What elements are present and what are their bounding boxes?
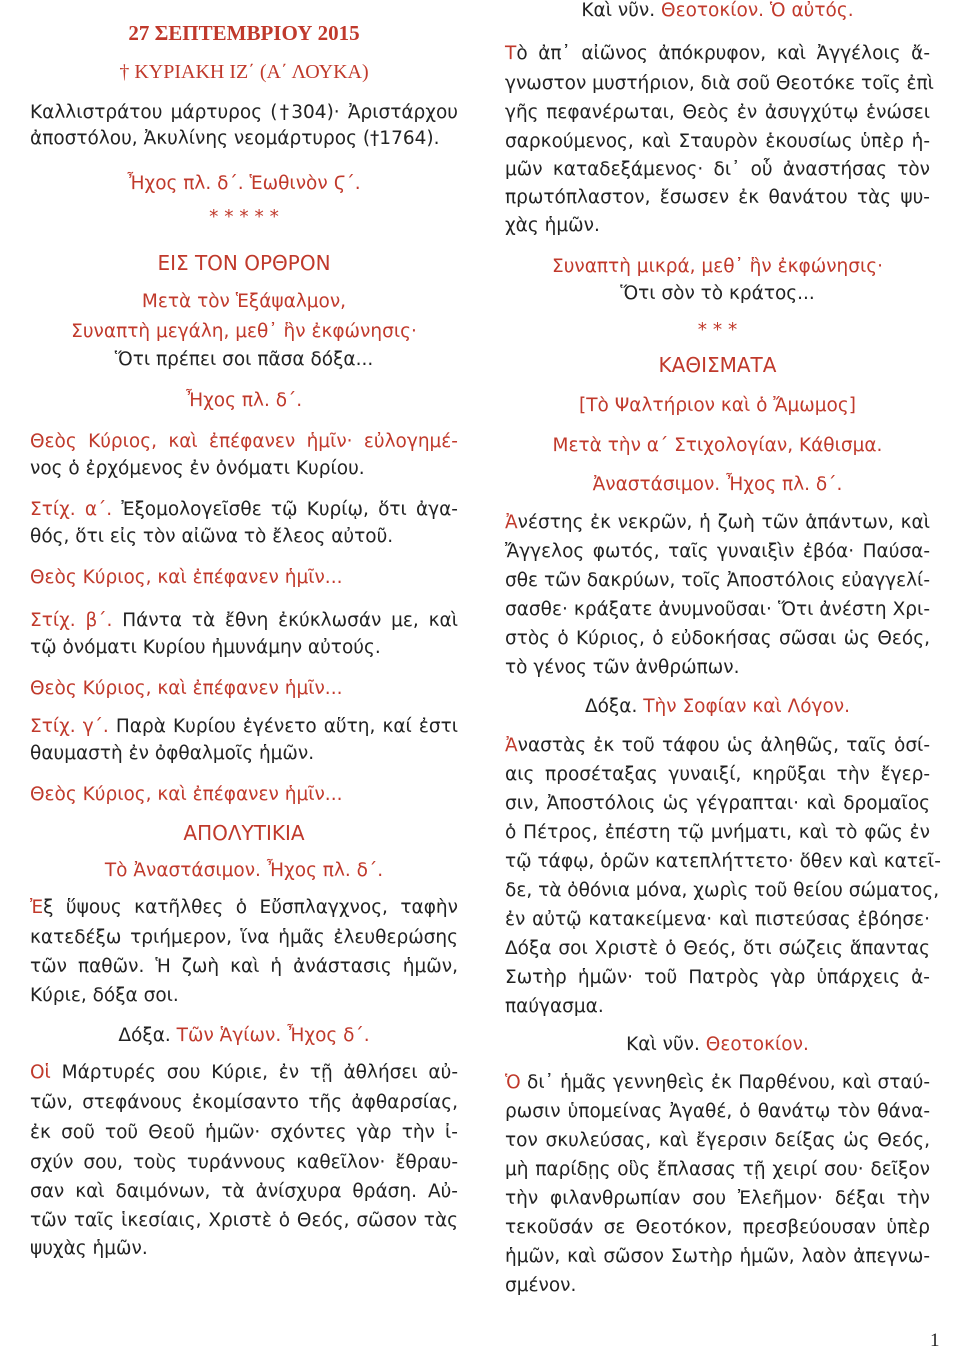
hymn-line: τῶν παθῶν. Ἡ ζωὴ καὶ ἡ ἀνάστασις ἡμῶν, — [30, 956, 458, 977]
hymn-line: τῶν ταῖς ἱκεσίαις, Χριστὲ ὁ Θεός, σῶσον τὰς — [30, 1210, 458, 1231]
refrain-line: Θεὸς Κύριος, καὶ ἐπέφανεν ἡμῖν... — [30, 567, 343, 588]
hymn-line: μὴ παρίδῃς οὓς ἔπλασας τῇ χειρί σου· δεῖξον — [505, 1159, 930, 1180]
refrain-line: Θεὸς Κύριος, καὶ ἐπέφανεν ἡμῖν... — [30, 678, 343, 699]
hymn-line — [505, 733, 930, 759]
hymn-line: σαρκούμενος, καὶ Σταυρὸν ἑκουσίως ὑπὲρ ἡ- — [505, 131, 930, 152]
hymn-line: σασθε· κράξατε ἀνυμνοῦσαι· Ὅτι ἀνέστη Χρι- — [505, 599, 930, 620]
rubric-line: Συναπτὴ μικρά, μεθ᾿ ἣν ἐκφώνησις· — [552, 256, 883, 277]
hymn-text: ὸ ἀπ᾿ αἰῶνος ἀπόκρυφον, καὶ Ἀγγέλοις ἄ- — [516, 43, 930, 64]
ekphonesis-line: Ὅτι σὸν τὸ κράτος... — [620, 283, 815, 304]
kai-nyn-rest: Θεοτοκίον. — [699, 1034, 809, 1055]
hymn-text: ξ ὕψους κατῆλθες ὁ Εὔσπλαγχνος, ταφὴν — [43, 897, 458, 918]
hymn-line: τῶν, στεφάνους ἐκομίσαντο τῆς ἀφθαρσίας, — [30, 1092, 458, 1113]
verse-text: Πάντα τὰ ἔθνη ἐκύκλωσάν με, καὶ — [112, 610, 458, 631]
hymn-line: ἐκ σοῦ τοῦ Θεοῦ ἡμῶν· σχόντες γὰρ τὴν ἰ- — [30, 1122, 458, 1143]
verse-line: θός, ὅτι εἰς τὸν αἰῶνα τὸ ἔλεος αὐτοῦ. — [30, 526, 394, 547]
orthros-title: ΕΙΣ ΤΟΝ ΟΡΘΡΟΝ — [157, 251, 331, 275]
verse-text: Ἐξομολογεῖσθε τῷ Κυρίῳ, ὅτι ἀγα- — [112, 499, 458, 520]
stich-label: Στίχ. α΄. — [30, 499, 113, 520]
hymn-line: αις προσέταξας γυναιξί, κηρῦξαι τὴν ἔγερ- — [505, 764, 930, 785]
rubric-line: Μετὰ τὴν α΄ Στιχολογίαν, Κάθισμα. — [552, 435, 883, 456]
rubric-line: Συναπτὴ μεγάλη, μεθ᾿ ἣν ἐκφώνησις· — [71, 321, 417, 342]
apolytikia-title: ΑΠΟΛΥΤΙΚΙΑ — [183, 821, 305, 845]
hymn-line: τῷ τάφῳ, ὁρῶν κατεπλήττετο· ὅθεν καὶ κατεῖ- — [505, 851, 941, 872]
refrain-line: Θεὸς Κύριος, καὶ ἐπέφανεν ἡμῖν... — [30, 784, 343, 805]
kathismata-title: ΚΑΘΙΣΜΑΤΑ — [658, 353, 777, 377]
hymn-line: παύγασμα. — [505, 996, 604, 1017]
initial-letter: Ἀ — [505, 512, 518, 533]
verse-line — [30, 608, 458, 634]
doxa-rest: Τῶν Ἁγίων. Ἦχος δ΄. — [170, 1025, 370, 1046]
verse-line: Θεὸς Κύριος, καὶ ἐπέφανεν ἡμῖν· εὐλογημέ- — [30, 431, 458, 452]
hymn-line — [505, 41, 930, 67]
initial-letter: Ἐ — [30, 897, 44, 918]
hymn-line: σθε τῶν δακρύων, τοῖς Ἀποστόλοις εὐαγγελί- — [505, 570, 930, 591]
hymn-line: σχύν σου, τοὺς τυράννους καθεῖλον· ἔθραυ- — [30, 1152, 458, 1173]
stich-label: Στίχ. β΄. — [30, 610, 113, 631]
hymn-line: τον σκυλεύσας, καὶ ἔγερσιν δείξας ὡς Θεός, — [505, 1130, 930, 1151]
sunday-heading: † ΚΥΡΙΑΚΗ ΙΖ΄ (Α΄ ΛΟΥΚΑ) — [119, 61, 369, 83]
hymn-line: τὴν φιλανθρωπίαν σου Ἐλεῆμον· δέξαι τὴν — [505, 1188, 930, 1209]
verse-line — [30, 714, 458, 740]
hymn-line: Σωτὴρ ἡμῶν· τοῦ Πατρὸς γὰρ ὑπάρχεις ἀ- — [505, 967, 930, 988]
hymn-line: Δόξα σοι Χριστὲ ὁ Θεός, ὅτι σώζεις ἅπαντας — [505, 938, 930, 959]
tone-heading: Ἦχος πλ. δ΄. Ἑωθινὸν Ϛ΄. — [127, 173, 361, 194]
hymn-line: κατεδέξω τριήμερον, ἵνα ἡμᾶς ἐλευθερώσης — [30, 927, 458, 948]
hymn-line: χὰς ἡμῶν. — [505, 215, 600, 236]
separator-stars: * * * * * — [209, 207, 279, 228]
hymn-line: Ἄγγελος φωτός, ταῖς γυναιξὶν ἐβόα· Παύσα- — [505, 541, 930, 562]
separator-stars: * * * — [697, 320, 738, 341]
hymn-line: ἐν αὐτῷ κατακείμενα· καὶ πιστεύσας ἐβόησε· — [505, 909, 930, 930]
hymn-heading: Τὸ Ἀναστάσιμον. Ἦχος πλ. δ΄. — [104, 860, 384, 881]
hymn-line — [505, 1070, 930, 1096]
tone-heading: Ἦχος πλ. δ΄. — [185, 390, 303, 411]
hymn-line: μῶν καταδεξάμενος· δι᾿ οὗ ἀναστήσας τὸν — [505, 159, 930, 180]
hymn-line: Κύριε, δόξα σοι. — [30, 985, 179, 1006]
verse-text: Παρὰ Κυρίου ἐγένετο αὕτη, καί ἐστι — [108, 716, 458, 737]
hymn-line: σιν, Ἀποστόλοις ὡς γέγραπται· καὶ δρομαῖος — [505, 793, 930, 814]
hymn-line — [30, 895, 458, 921]
hymn-line: γνωστον μυστήριον, διὰ σοῦ Θεοτόκε τοῖς ἐπὶ — [505, 73, 934, 94]
saints-line: ἀποστόλου, Ἀκυλίνης νεομάρτυρος (†1764). — [30, 128, 440, 149]
kai-nyn-label: Καὶ νῦν. — [626, 1034, 700, 1055]
initial-letter: Τ — [505, 43, 517, 64]
initial-letter: Ἀ — [505, 735, 518, 756]
ekphonesis-line: Ὅτι πρέπει σοι πᾶσα δόξα... — [114, 349, 374, 370]
hymn-line: πρωτόπλαστον, ἔσωσεν ἐκ θανάτου τὰς ψυ- — [505, 187, 930, 208]
hymn-heading: Ἀναστάσιμον. Ἦχος πλ. δ΄. — [592, 474, 843, 495]
hymn-text: δι᾿ ἡμᾶς γεννηθεὶς ἐκ Παρθένου, καὶ σταύ- — [520, 1072, 930, 1093]
saints-line: Καλλιστράτου μάρτυρος (†304)· Ἀριστάρχου — [30, 102, 458, 123]
verse-line: θαυμαστὴ ἐν ὀφθαλμοῖς ἡμῶν. — [30, 743, 315, 764]
verse-line: τῷ ὀνόματι Κυρίου ἠμυνάμην αὐτούς. — [30, 637, 381, 658]
hymn-line: τὸ γένος τῶν ἀνθρώπων. — [505, 657, 740, 678]
hymn-line: ἡμῶν, καὶ σῶσον Σωτὴρ ἡμῶν, λαὸν ἀπεγνω- — [505, 1246, 930, 1267]
hymn-text: νέστης ἐκ νεκρῶν, ἡ ζωὴ τῶν ἁπάντων, καὶ — [517, 512, 930, 533]
hymn-line: στὸς ὁ Κύριος, ὁ εὐδοκήσας σῶσαι ὡς Θεός, — [505, 628, 930, 649]
hymn-heading — [505, 694, 930, 720]
hymn-line: ὁ Πέτρος, ἐπέστη τῷ μνήματι, καὶ τὸ φῶς ἐν — [505, 822, 930, 843]
page-number: 1 — [930, 1330, 940, 1351]
kai-nyn-rest: Θεοτοκίον. Ὁ αὐτός. — [655, 0, 854, 21]
doxa-rest: Τὴν Σοφίαν καὶ Λόγον. — [637, 696, 851, 717]
hymn-line — [505, 510, 930, 536]
hymn-text: ναστὰς ἐκ τοῦ τάφου ὡς ἀληθῶς, ταῖς ὁσί- — [517, 735, 930, 756]
hymn-line: σαν καὶ δαιμόνων, τὰ ἀνίσχυρα θράση. Αὐ- — [30, 1181, 458, 1202]
date-heading: 27 ΣΕΠΤΕΜΒΡΙΟΥ 2015 — [128, 21, 360, 45]
verse-line: νος ὁ ἐρχόμενος ἐν ὀνόματι Κυρίου. — [30, 458, 365, 479]
kai-nyn-label: Καὶ νῦν. — [581, 0, 656, 21]
initial-letter: Οἱ — [30, 1062, 51, 1083]
verse-line — [30, 497, 458, 523]
hymn-heading — [30, 1023, 458, 1049]
hymn-heading — [505, 0, 930, 24]
stich-label: Στίχ. γ΄. — [30, 716, 109, 737]
hymn-line: ψυχὰς ἡμῶν. — [30, 1238, 148, 1259]
hymn-line: γῆς πεφανέρωται, Θεὸς ἐν ἀσυγχύτῳ ἑνώσει — [505, 102, 930, 123]
hymn-text: Μάρτυρές σου Κύριε, ἐν τῇ ἀθλήσει αὐ- — [50, 1062, 458, 1083]
rubric-line: [Τὸ Ψαλτήριον καὶ ὁ Ἄμωμος] — [579, 395, 856, 416]
doxa-label: Δόξα. — [118, 1025, 171, 1046]
initial-letter: Ὁ — [505, 1072, 521, 1093]
hymn-line — [30, 1060, 458, 1086]
hymn-line: δε, τὰ ὀθόνια μόνα, χωρὶς τοῦ θείου σώματος, — [505, 880, 940, 901]
hymn-heading — [505, 1032, 930, 1058]
hymn-line: τεκοῦσάν σε Θεοτόκον, πρεσβεύουσαν ὑπὲρ — [505, 1217, 930, 1238]
doxa-label: Δόξα. — [584, 696, 638, 717]
rubric-line: Μετὰ τὸν Ἑξάψαλμον, — [141, 291, 347, 312]
hymn-line: ρωσιν ὑπομείνας Ἀγαθέ, ὁ θανάτῳ τὸν θάνα- — [505, 1101, 930, 1122]
hymn-line: σμένον. — [505, 1275, 577, 1296]
